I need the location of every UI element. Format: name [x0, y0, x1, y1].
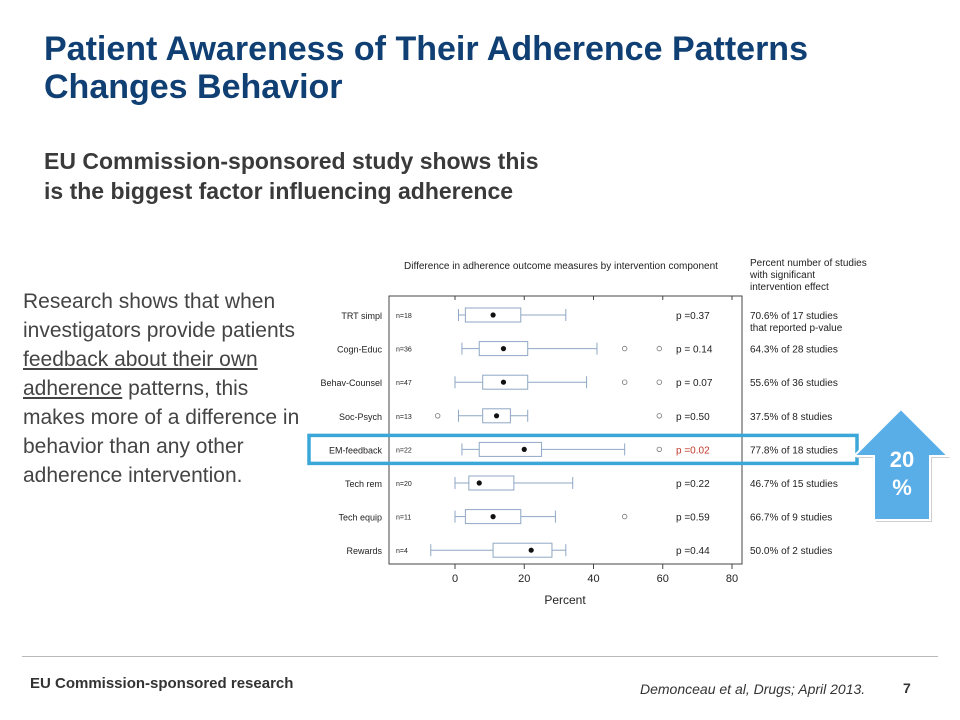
row-label: TRT simpl — [341, 311, 382, 321]
median-dot — [490, 514, 495, 519]
row-n: n=18 — [396, 313, 412, 320]
p-value: p = 0.07 — [676, 378, 713, 390]
x-axis-label: Percent — [544, 593, 586, 607]
box-row — [345, 476, 838, 490]
footer-source: EU Commission-sponsored research — [30, 675, 294, 692]
callout-unit: % — [892, 475, 912, 500]
chart-right-header — [749, 258, 870, 293]
p-value: p =0.02 — [676, 445, 710, 457]
row-n: n=20 — [396, 481, 412, 488]
box-row — [346, 543, 832, 557]
p-value: p = 0.14 — [676, 344, 713, 356]
row-n: n=11 — [396, 514, 412, 522]
slide-subtitle — [44, 146, 684, 206]
p-value: p =0.22 — [676, 479, 710, 490]
p-value: p =0.44 — [676, 546, 710, 558]
percent-studies: 64.3% of 28 studies — [750, 344, 838, 356]
row-n: n=36 — [396, 346, 412, 354]
outlier-point — [622, 380, 627, 385]
outlier-point — [657, 380, 662, 385]
box-row — [337, 342, 838, 356]
outlier-point — [622, 346, 627, 351]
median-dot — [501, 346, 506, 351]
x-tick-label: 40 — [587, 573, 600, 585]
p-value: p =0.37 — [676, 311, 710, 322]
p-value: p =0.50 — [676, 411, 710, 423]
x-tick-label: 80 — [725, 573, 739, 585]
row-n: n=47 — [396, 380, 412, 388]
x-tick-label: 20 — [518, 573, 531, 585]
callout-value: 20 — [889, 447, 915, 472]
percent-studies: 37.5% of 8 studies — [750, 411, 833, 423]
iqr-box — [493, 543, 552, 557]
box-row — [309, 435, 857, 463]
body-text-start: Research shows that when investigators provide patients — [23, 290, 295, 342]
box-row — [341, 308, 842, 334]
outlier-point — [657, 414, 662, 419]
row-label: Tech equip — [338, 512, 382, 523]
percent-studies: 70.6% of 17 studies — [750, 311, 838, 322]
box-row — [338, 510, 832, 524]
row-label: Tech rem — [344, 479, 382, 489]
right-header-line-2: with significant — [750, 270, 816, 281]
percent-studies: 50.0% of 2 studies — [750, 546, 833, 558]
x-axis — [452, 296, 738, 585]
callout-label — [862, 446, 942, 502]
box-row — [320, 375, 837, 389]
footer-citation: Demonceau et al, Drugs; April 2013. — [640, 681, 866, 697]
plot-frame — [389, 296, 742, 564]
x-tick-label: 0 — [451, 573, 459, 585]
median-dot — [522, 447, 527, 452]
row-n: n=13 — [396, 413, 412, 421]
p-value: p =0.59 — [676, 512, 710, 524]
page-number: 7 — [903, 680, 911, 696]
row-label: Rewards — [346, 546, 382, 557]
slide-title: Patient Awareness of Their Adherence Patterns Changes Behavior — [44, 30, 808, 106]
median-dot — [494, 413, 499, 418]
subtitle-line-1: EU Commission-sponsored study shows this — [44, 148, 539, 174]
iqr-box — [479, 442, 541, 456]
subtitle-line-2: is the biggest factor influencing adherence — [44, 178, 514, 204]
footer-divider — [22, 656, 938, 657]
body-text-underlined: feedback about their own adherence — [23, 348, 258, 400]
row-label: Behav-Counsel — [320, 378, 382, 389]
right-header-line-3: intervention effect — [750, 282, 829, 293]
body-paragraph — [23, 287, 313, 490]
median-dot — [477, 480, 482, 485]
chart-title: Difference in adherence outcome measures by intervention component — [404, 261, 718, 272]
row-n: n=22 — [396, 447, 412, 455]
row-n: n=4 — [396, 548, 408, 556]
outlier-point — [622, 514, 627, 519]
percent-studies: 77.8% of 18 studies — [750, 445, 838, 457]
iqr-box — [469, 476, 514, 490]
row-label: Soc-Psych — [338, 411, 382, 422]
boxplot-chart — [300, 250, 900, 615]
percent-studies: 46.7% of 15 studies — [750, 479, 838, 490]
outlier-point — [657, 447, 662, 452]
rows-layer — [309, 308, 857, 557]
outlier-point — [435, 414, 440, 419]
percent-studies: 66.7% of 9 studies — [750, 512, 833, 524]
percent-studies: 55.6% of 36 studies — [750, 378, 838, 390]
box-row — [339, 409, 832, 423]
median-dot — [501, 380, 506, 385]
body-text-end: patterns, this makes more of a difference in behavior than any other adherence intervention. — [23, 377, 300, 487]
median-dot — [490, 312, 495, 317]
row-label: EM-feedback — [328, 445, 382, 456]
x-tick-label: 60 — [656, 573, 669, 585]
median-dot — [529, 548, 534, 553]
right-header-line-1: Percent number of studies — [750, 258, 867, 269]
outlier-point — [657, 346, 662, 351]
percent-note: that reported p-value — [750, 323, 843, 334]
row-label: Cogn-Educ — [336, 344, 382, 355]
